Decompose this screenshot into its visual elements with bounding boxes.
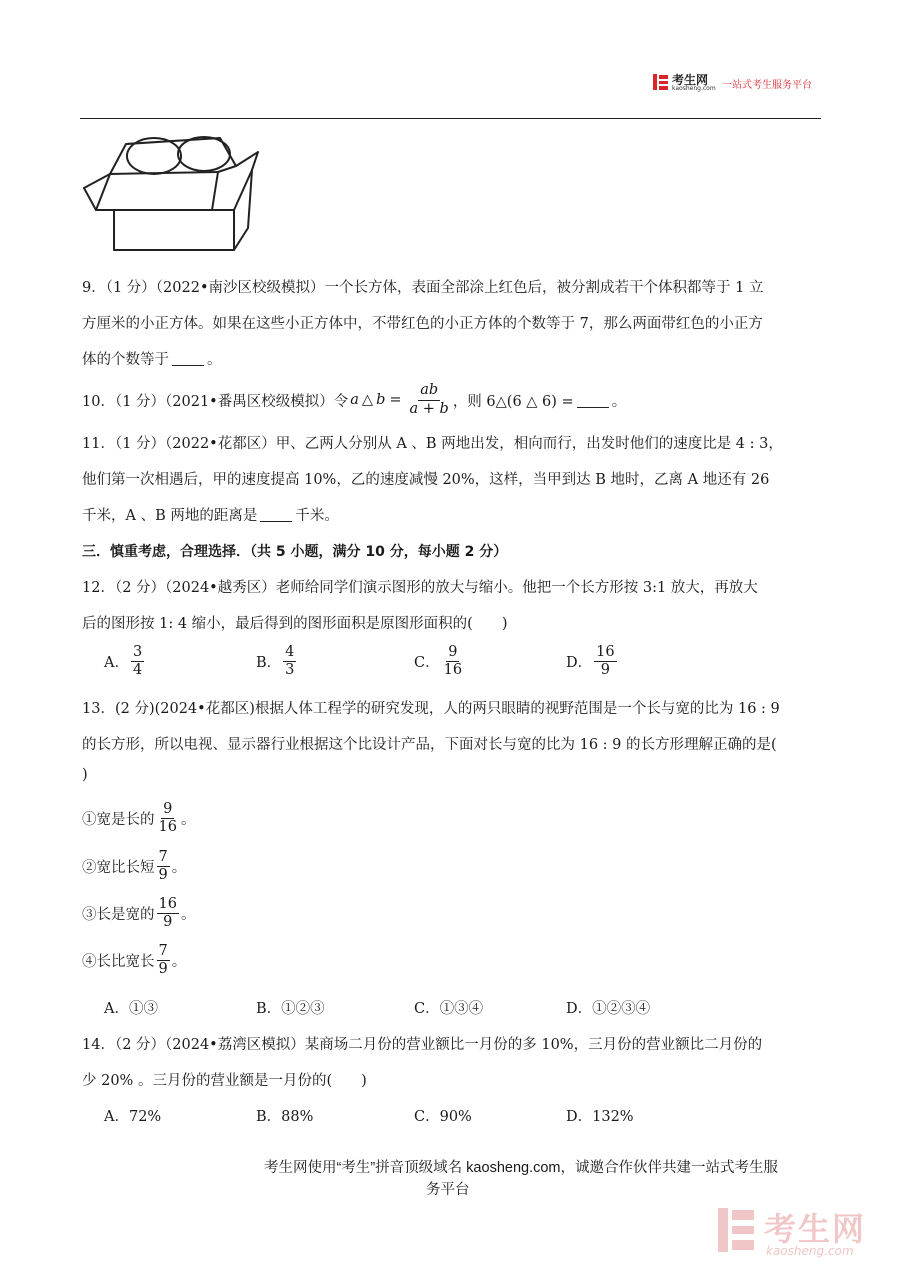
q12-option-c-fraction [442,645,464,678]
watermark [716,1204,886,1262]
q13-option-a[interactable]: A．①③ [104,1001,158,1017]
q12-option-b-num: 4 [283,645,296,662]
q10-var-a: a [350,392,359,408]
q11-answer-blank[interactable] [260,507,292,522]
q13-statement-4-text: ④长比宽长 [82,954,155,971]
q12-option-c-label: C． [414,655,440,672]
watermark-text-cn: 考生网 [764,1210,867,1248]
logo-text-en: kaosheng.com [672,85,716,92]
q12-option-c-den: 16 [443,662,463,679]
q13-statement-1-end: 。 [180,812,196,829]
q10-var-b: b [376,392,386,408]
q9-line2: 方厘米的小正方体。如果在这些小正方体中，不带红色的小正方体的个数等于 7，那么两面带红色的小正方 [82,316,763,332]
q12-option-a-den: 4 [132,662,143,679]
q14-option-b[interactable]: B．88% [256,1109,314,1125]
q12-option-d-label: D． [566,655,593,672]
q12-option-b[interactable] [256,645,298,678]
header-slogan: 一站式考生服务平台 [722,80,812,91]
q10-line [82,380,626,420]
q13-option-d[interactable]: D．①②③④ [566,1001,651,1017]
q12-option-b-label: B． [256,655,282,672]
q10-triangle: △ [361,392,374,408]
q13-statement-3-fraction [157,897,179,930]
q14-option-c[interactable]: C．90% [414,1109,472,1125]
q11-line3 [82,504,339,525]
q12-option-d-fraction [594,645,616,678]
q13-line1: 13．(2 分)(2024•花都区)根据人体工程学的研究发现，人的两只眼睛的视野范围是一个长与宽的比为 16 : 9 [82,701,780,717]
q14-line2: 少 20% 。三月份的营业额是一月份的( ) [82,1073,367,1089]
q13-statement-2-fraction [157,850,170,883]
watermark-text-en: kaosheng.com [766,1244,854,1258]
watermark-logo-icon [716,1206,758,1254]
q12-option-d-num: 16 [594,645,616,662]
q13-statement-4-end: 。 [171,954,187,971]
q12-line1: 12．（2 分）（2024•越秀区）老师给同学们演示图形的放大与缩小。他把一个长方形按 3:1 放大，再放大 [82,580,758,596]
q13-statement-4-fraction [157,944,170,977]
q9-line3-end: 。 [207,352,222,368]
box-figure [80,132,262,254]
q13-statement-1-num: 9 [161,802,174,819]
q11-line2: 他们第一次相遇后，甲的速度提高 10%，乙的速度减慢 20%，这样，当甲到达 B 地时，乙离 A 地还有 26 [82,472,770,488]
q10-mid: ，则 6△(6 △ 6) = [452,393,574,410]
q13-statement-2-end: 。 [171,860,187,877]
q11-line1: 11．（1 分）（2022•花都区）甲、乙两人分别从 A 、B 两地出发，相向而行，出发时他们的速度比是 4 : 3， [82,436,783,452]
footer-line2: 务平台 [426,1182,470,1198]
q13-statement-2-text: ②宽比长短 [82,860,155,877]
q13-statement-3-end: 。 [180,907,196,924]
q13-statement-1-text: ①宽是长的 [82,812,155,829]
logo-text-cn: 考生网 [672,73,709,87]
q10-fraction [408,383,451,416]
header-rule [80,118,821,119]
q12-option-a-fraction [131,645,144,678]
q13-statement-2-num: 7 [157,850,170,867]
q13-statement-4 [82,944,186,977]
q12-option-d[interactable] [566,645,619,678]
q9-line3 [82,348,222,369]
q9-answer-blank[interactable] [172,351,204,366]
q13-statement-3-den: 9 [163,914,173,931]
q13-statement-4-den: 9 [158,961,168,978]
q13-statement-1-den: 16 [158,819,177,836]
q10-frac-num: ab [418,383,440,400]
q12-option-a-label: A． [104,655,129,672]
q10-answer-blank[interactable] [577,393,609,408]
q13-statement-3 [82,897,195,930]
q13-statement-3-num: 16 [157,897,179,914]
q10-frac-den: a + b [409,400,449,417]
q12-line2: 后的图形按 1: 4 缩小，最后得到的图形面积是原图形面积的( ) [82,616,508,632]
footer-line1: 考生网使用“考生”拼音顶级域名 kaosheng.com，诚邀合作伙伴共建一站式考生服 [264,1160,778,1176]
q13-option-b[interactable]: B．①②③ [256,1001,325,1017]
q12-option-a-num: 3 [131,645,144,662]
q13-line2: 的长方形，所以电视、显示器行业根据这个比设计产品，下面对长与宽的比为 16 : 9 的长方形理解正确的是( [82,737,777,753]
q13-line3: ) [82,767,88,783]
logo-icon [652,73,670,91]
q14-option-a[interactable]: A．72% [104,1109,162,1125]
q9-line1: 9．（1 分）（2022•南沙区校级模拟）一个长方体，表面全部涂上红色后，被分割成若干个体积都等于 1 立 [82,280,764,296]
q13-statement-1 [82,802,195,835]
q9-line3-text: 体的个数等于 [82,352,169,368]
header-logo [652,72,822,94]
q10-end: 。 [611,393,627,410]
q12-option-b-den: 3 [285,662,295,679]
q11-line3-text: 千米，A 、B 两地的距离是 [82,508,258,524]
q13-statement-4-num: 7 [157,944,170,961]
q13-statement-2 [82,850,186,883]
q12-option-b-fraction [283,645,296,678]
q13-statement-2-den: 9 [158,867,168,884]
q10-equals: = [389,392,402,408]
q12-option-d-den: 9 [600,662,610,679]
q13-option-c[interactable]: C．①③④ [414,1001,484,1017]
q13-statement-1-fraction [157,802,179,835]
q13-statement-3-text: ③长是宽的 [82,907,155,924]
q14-option-d[interactable]: D．132% [566,1109,634,1125]
q11-line3-end: 千米。 [295,508,339,524]
q12-option-c[interactable] [414,645,466,678]
q12-option-c-num: 9 [446,645,459,662]
q14-line1: 14．（2 分）（2024•荔湾区模拟）某商场二月份的营业额比一月份的多 10%，三月份的营业额比二月份的 [82,1037,763,1053]
q12-option-a[interactable] [104,645,146,678]
q10-prefix: 10．（1 分）（2021•番禺区校级模拟）令 [82,393,349,410]
section-3-heading: 三．慎重考虑，合理选择．（共 5 小题，满分 10 分，每小题 2 分） [82,544,508,560]
